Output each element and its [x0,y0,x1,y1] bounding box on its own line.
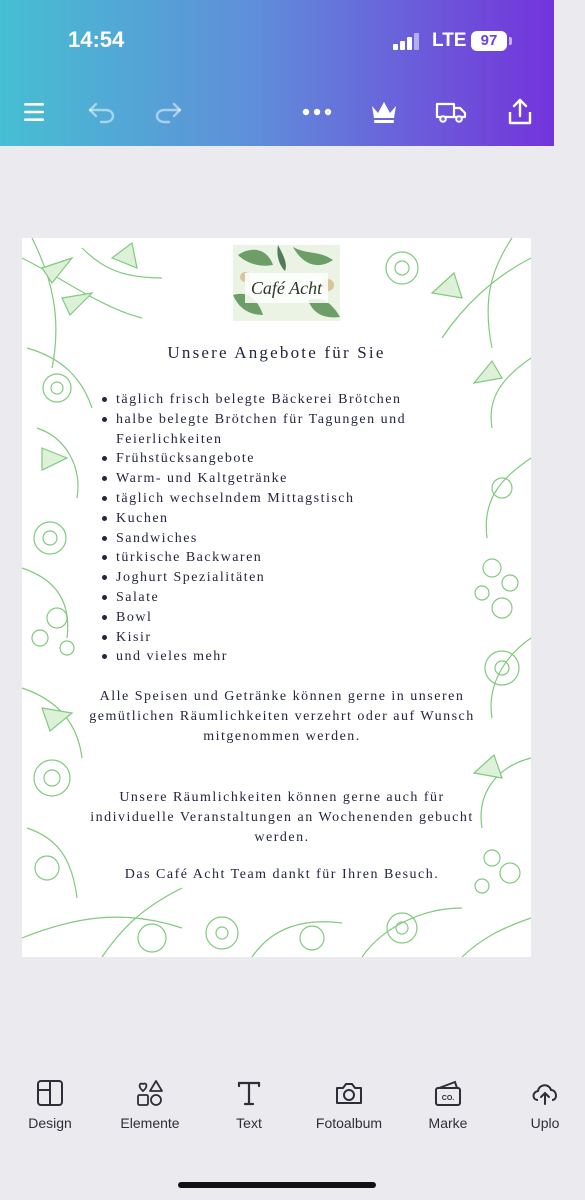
design-canvas[interactable] [22,238,531,957]
list-item: Warm- und Kaltgetränke [102,469,482,489]
list-item: Joghurt Spezialitäten [102,568,482,588]
document-title[interactable]: Unsere Angebote für Sie [167,343,386,362]
undo-icon[interactable] [82,92,122,132]
network-label: LTE [432,30,467,51]
upload-button[interactable] [505,1078,585,1131]
share-icon[interactable] [500,92,540,132]
home-indicator[interactable] [178,1182,376,1188]
photo-album-label: Fotoalbum [315,1115,383,1131]
truck-icon[interactable] [431,92,471,132]
paragraph-takeaway[interactable]: Alle Speisen und Getränke können gerne in unseren gemütlichen Räumlichkeiten verzehrt oder auf Wunsch mitgenommen werden. [89,689,475,744]
offer-list[interactable] [102,390,482,667]
cafe-logo[interactable] [233,245,340,321]
photo-album-button[interactable] [309,1078,389,1131]
text-icon [234,1078,264,1108]
logo-text: Café Acht [245,273,328,303]
signal-icon [393,32,423,50]
paragraph-events[interactable]: Unsere Räumlichkeiten können gerne auch für individuelle Veranstaltungen an Wochenenden gebucht werden. [90,790,474,845]
status-time: 14:54 [68,27,125,52]
editor-bottom-bar [0,1060,560,1200]
brand-icon [433,1078,463,1108]
list-item: täglich frisch belegte Bäckerei Brötchen [102,390,482,410]
design-button[interactable] [10,1078,90,1131]
crown-icon[interactable] [364,92,404,132]
upload-icon [530,1078,560,1108]
paragraph-thanks[interactable]: Das Café Acht Team dankt für Ihren Besuch. [124,867,440,882]
list-item: täglich wechselndem Mittagstisch [102,489,482,509]
list-item: Sandwiches [102,529,482,549]
list-item: Bowl [102,608,482,628]
svg-text:CO.: CO. [441,1095,455,1102]
upload-label: Uplo [530,1115,560,1131]
design-label: Design [28,1115,72,1131]
list-item: Frühstücksangebote [102,449,482,469]
list-item: Salate [102,588,482,608]
brand-label: Marke [428,1115,468,1131]
elements-label: Elemente [120,1115,180,1131]
list-item: türkische Backwaren [102,548,482,568]
text-label: Text [236,1115,262,1131]
list-item: Kisir [102,628,482,648]
battery-tip [509,37,512,45]
battery-icon: 97 [471,31,507,51]
text-button[interactable] [209,1078,289,1131]
brand-button[interactable] [408,1078,488,1131]
more-icon[interactable] [297,92,337,132]
redo-icon[interactable] [148,92,188,132]
list-item: und vieles mehr [102,647,482,667]
layout-icon [35,1078,65,1108]
shapes-icon [135,1078,165,1108]
list-item: halbe belegte Brötchen für Tagungen und Feierlichkeiten [102,410,482,450]
list-item: Kuchen [102,509,482,529]
elements-button[interactable] [110,1078,190,1131]
camera-icon [334,1078,364,1108]
top-toolbar [0,0,554,146]
menu-icon[interactable] [14,92,54,132]
